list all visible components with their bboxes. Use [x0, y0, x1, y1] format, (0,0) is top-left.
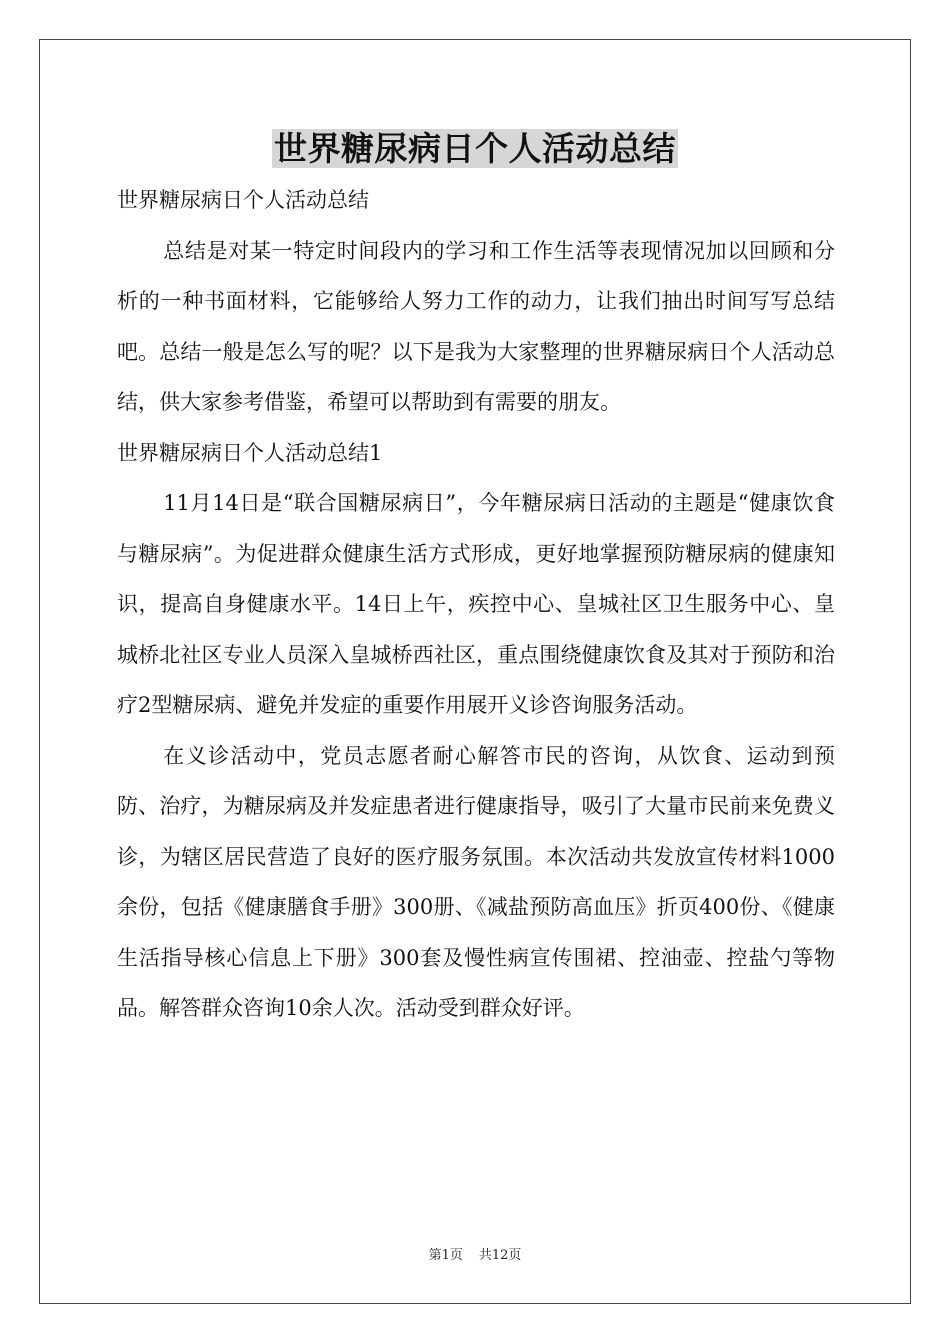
document-body	[117, 175, 835, 1034]
page-total: 共12页	[478, 1248, 522, 1263]
section-paragraph-2: 在义诊活动中，党员志愿者耐心解答市民的咨询，从饮食、运动到预防、治疗，为糖尿病及并发症患者进行健康指导，吸引了大量市民前来免费义诊，为辖区居民营造了良好的医疗服务氛围。本次活动共发放宣传材料1000余份，包括《健康膳食手册》300册、《减盐预防高血压》折页400份、《健康生活指导核心信息上下册》300套及慢性病宣传围裙、控油壶、控盐勺等物品。解答群众咨询10余人次。活动受到群众好评。	[117, 743, 835, 1020]
document-title-text: 世界糖尿病日个人活动总结	[274, 129, 676, 168]
document-title	[0, 126, 950, 172]
page-footer	[0, 1247, 950, 1265]
page-number: 第1页	[428, 1248, 463, 1263]
section-heading: 世界糖尿病日个人活动总结1	[117, 440, 383, 465]
section-paragraph-1: 11月14日是“联合国糖尿病日”，今年糖尿病日活动的主题是“健康饮食与糖尿病”。为促进群众健康生活方式形成，更好地掌握预防糖尿病的健康知识，提高自身健康水平。14日上午，疾控中心、皇城社区卫生服务中心、皇城桥北社区专业人员深入皇城桥西社区，重点围绕健康饮食及其对于预防和治疗2型糖尿病、避免并发症的重要作用展开义诊咨询服务活动。	[117, 491, 835, 717]
intro-paragraph: 总结是对某一特定时间段内的学习和工作生活等表现情况加以回顾和分析的一种书面材料，它能够给人努力工作的动力，让我们抽出时间写写总结吧。总结一般是怎么写的呢？以下是我为大家整理的世界糖尿病日个人活动总结，供大家参考借鉴，希望可以帮助到有需要的朋友。	[117, 238, 835, 414]
document-subtitle: 世界糖尿病日个人活动总结	[117, 188, 369, 212]
